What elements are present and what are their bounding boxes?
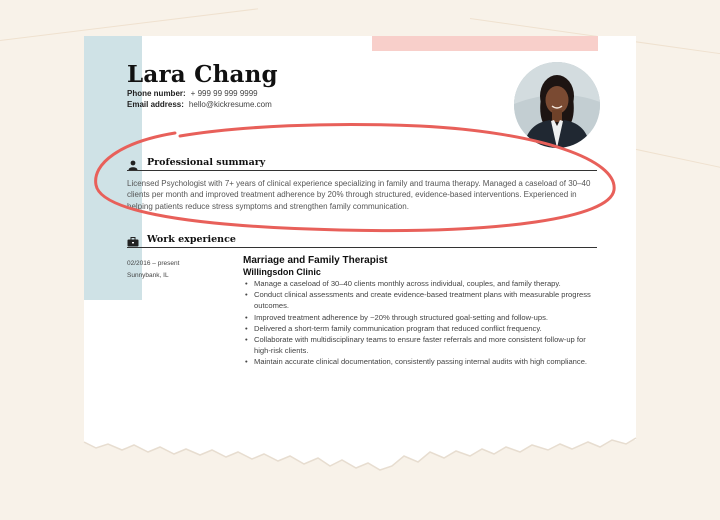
summary-heading-row [127, 155, 265, 169]
list-item: • Improved treatment adherence by ~20% through structured goal-setting and follow-ups. [245, 312, 549, 322]
job-company: Willingsdon Clinic [243, 267, 321, 277]
job-location: Sunnybank, IL [127, 272, 169, 279]
phone-value: + 999 99 999 9999 [190, 89, 258, 98]
job-dates: 02/2016 – present [127, 260, 180, 267]
list-item: • Maintain accurate clinical documentation, consistently passing internal audits with high compliance. [245, 357, 588, 367]
list-item: • Delivered a short-term family communication program that reduced conflict frequency. [245, 323, 542, 333]
summary-text: Licensed Psychologist with 7+ years of clinical experience specializing in family and trauma therapy. Managed a caseload of 30–40 clients per month and improved treatment adherence by 20% through structured, evidence-based interventions. Experienced in helping patients reduce stress symptoms and strengthen family communication. [127, 179, 591, 211]
experience-heading: Work experience [147, 233, 236, 245]
resume-page [84, 36, 636, 440]
list-item: • Collaborate with multidisciplinary teams to ensure faster referrals and more consistent follow-up for high-risk clients. [245, 335, 586, 356]
email-label: Email address: [127, 100, 184, 109]
list-item: • Manage a caseload of 30–40 clients monthly across individual, couples, and family therapy. [245, 279, 561, 288]
experience-divider [127, 247, 597, 248]
job-meta [127, 258, 179, 282]
phone-row [127, 89, 258, 98]
pink-accent-block [372, 36, 598, 51]
summary-heading: Professional summary [147, 156, 266, 168]
phone-label: Phone number: [127, 89, 186, 98]
candidate-name: Lara Chang [127, 61, 278, 88]
profile-photo [514, 62, 600, 148]
person-icon [127, 157, 139, 167]
list-item: • Conduct clinical assessments and create evidence-based treatment plans with measurable progress outcomes. [245, 290, 591, 311]
email-value: hello@kickresume.com [188, 100, 272, 109]
email-row [127, 100, 272, 109]
summary-divider [127, 170, 597, 171]
experience-heading-row [127, 232, 236, 246]
torn-paper-edge [0, 400, 720, 520]
briefcase-icon [127, 234, 139, 244]
job-bullets [244, 278, 594, 368]
job-title: Marriage and Family Therapist [243, 255, 388, 266]
